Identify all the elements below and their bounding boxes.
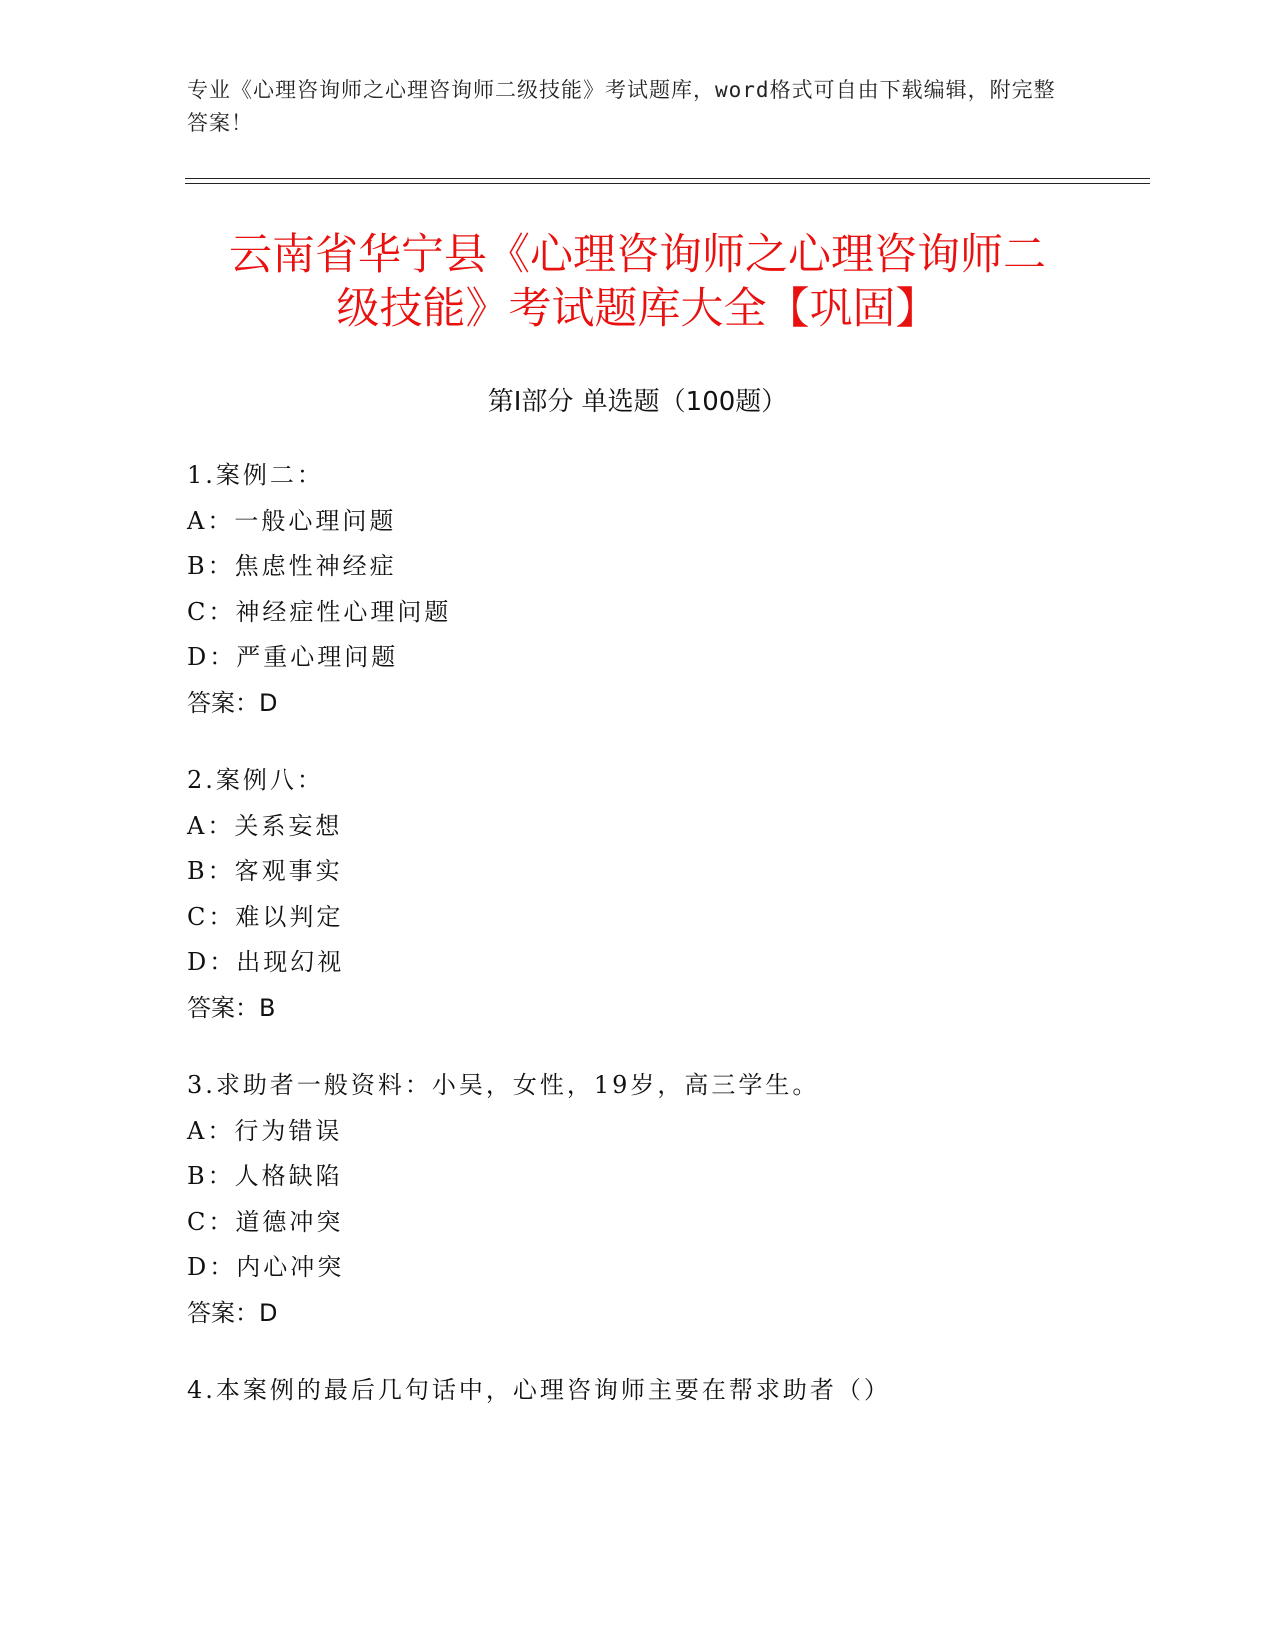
question-stem: 4.本案例的最后几句话中，心理咨询师主要在帮求助者（）	[187, 1376, 891, 1404]
answer: 答案：B	[187, 993, 276, 1022]
option-c: C：神经症性心理问题	[187, 597, 452, 626]
answer: 答案：D	[187, 688, 278, 717]
option-d: D：内心冲突	[187, 1253, 345, 1281]
section-heading: 第I部分 单选题（100题）	[487, 387, 788, 417]
header-divider-top	[185, 178, 1150, 179]
question-stem: 3.求助者一般资料：小吴，女性，19岁，高三学生。	[187, 1071, 820, 1099]
title-line-1: 云南省华宁县《心理咨询师之心理咨询师二	[229, 230, 1046, 280]
title-line-2: 级技能》考试题库大全【巩固】	[336, 284, 939, 334]
option-b: B：客观事实	[187, 857, 343, 885]
question-stem: 2.案例八：	[187, 766, 324, 794]
header-divider-bottom	[185, 183, 1150, 184]
question-2	[187, 758, 1137, 1031]
option-a: A：一般心理问题	[187, 506, 397, 535]
document-title	[150, 228, 1125, 336]
option-b: B：焦虑性神经症	[187, 552, 397, 580]
option-d: D：出现幻视	[187, 948, 345, 976]
question-3	[187, 1063, 1137, 1336]
option-a: A：关系妄想	[187, 811, 343, 840]
question-stem: 1.案例二：	[187, 461, 324, 489]
option-a: A：行为错误	[187, 1116, 343, 1145]
option-b: B：人格缺陷	[187, 1162, 343, 1190]
answer: 答案：D	[187, 1298, 278, 1327]
question-4	[187, 1368, 1137, 1414]
header-note: 专业《心理咨询师之心理咨询师二级技能》考试题库，word格式可自由下载编辑，附完整答案！	[187, 78, 1056, 135]
option-c: C：道德冲突	[187, 1207, 344, 1236]
option-d: D：严重心理问题	[187, 643, 399, 671]
option-c: C：难以判定	[187, 902, 344, 931]
question-1	[187, 453, 1137, 726]
